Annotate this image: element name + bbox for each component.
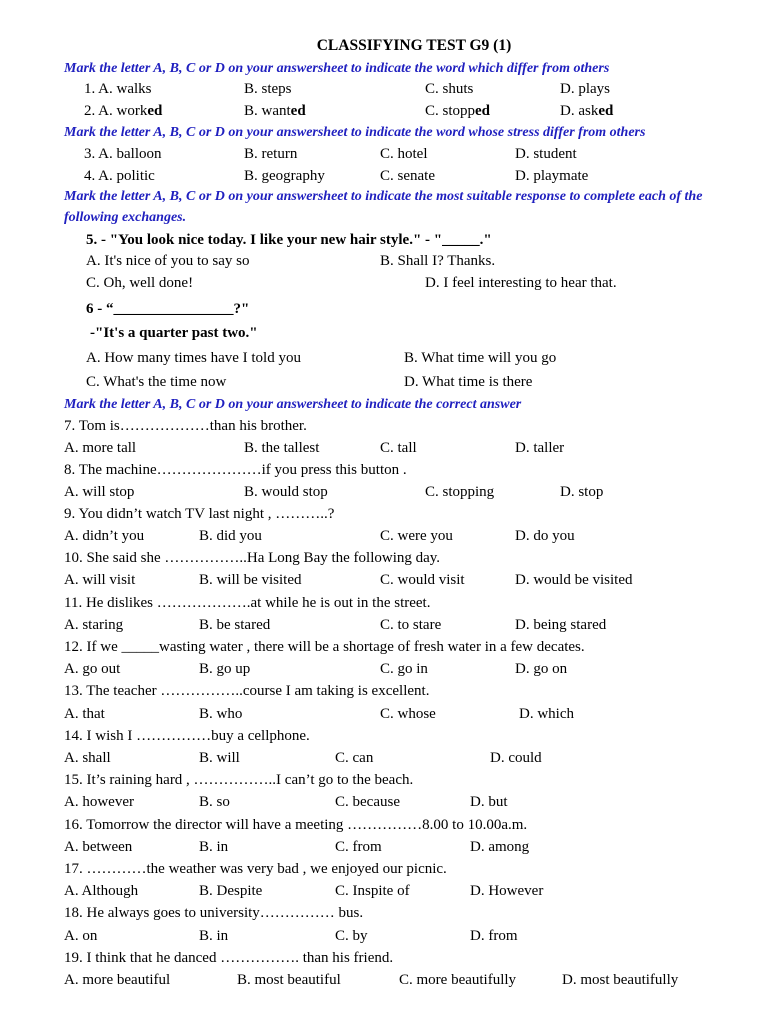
question-2 [64,100,754,122]
q6-options-row2 [64,371,754,393]
q16-option-a: A. between [64,839,133,855]
q4-option-a: 4. A. politic [84,168,155,184]
q2-c-suffix: ed [475,103,491,119]
q14-stem: 14. I wish I ……………buy a cellphone. [64,728,310,744]
q15-option-c: C. because [335,794,400,810]
q9-option-b: B. did you [199,528,262,544]
q11-option-a: A. staring [64,617,124,633]
q12-options [64,658,754,680]
q2-a-suffix: ed [147,103,163,119]
question-1 [64,78,754,100]
q2-b-stem: B. want [244,103,291,119]
q15-stem: 15. It’s raining hard , ……………..I can’t go to the beach. [64,772,414,788]
q8-option-a: A. will stop [64,484,135,500]
q18-option-b: B. in [199,928,229,944]
q10-option-c: C. would visit [380,572,465,588]
q7-option-d: D. taller [515,440,565,456]
instruction-2: Mark the letter A, B, C or D on your answersheet to indicate the word whose stress differ from others [64,125,646,140]
q13-option-a: A. that [64,706,105,722]
q15-option-d: D. but [470,794,508,810]
q19-options [64,969,754,991]
instruction-4: Mark the letter A, B, C or D on your answersheet to indicate the correct answer [64,397,522,412]
q16-option-c: C. from [335,839,382,855]
q5-option-a: A. It's nice of you to say so [86,253,250,269]
q2-d-stem: D. ask [560,103,599,119]
q5-options-row1 [64,250,754,272]
q16-stem: 16. Tomorrow the director will have a meeting ……………8.00 to 10.00a.m. [64,817,528,833]
q3-option-d: D. student [515,146,577,162]
q16-option-d: D. among [470,839,530,855]
q13-option-d: D. which [519,706,574,722]
q15-option-a: A. however [64,794,134,810]
q9-option-c: C. were you [380,528,453,544]
q18-option-a: A. on [64,928,98,944]
q1-option-b: B. steps [244,81,292,97]
q15-options [64,791,754,813]
q12-option-d: D. go on [515,661,568,677]
q14-option-a: A. shall [64,750,111,766]
q11-options [64,614,754,636]
q18-stem: 18. He always goes to university…………… bus. [64,905,364,921]
q19-option-d: D. most beautifully [562,972,679,988]
q14-option-c: C. can [335,750,374,766]
q6-option-d: D. What time is there [404,374,533,390]
q9-stem: 9. You didn’t watch TV last night , ………..? [64,506,335,522]
q11-option-d: D. being stared [515,617,607,633]
q17-stem: 17. …………the weather was very bad , we enjoyed our picnic. [64,861,447,877]
q10-option-b: B. will be visited [199,572,302,588]
q9-option-a: A. didn’t you [64,528,145,544]
q17-option-a: A. Although [64,883,139,899]
q10-option-d: D. would be visited [515,572,633,588]
q2-c-stem: C. stopp [425,103,476,119]
q8-options [64,481,754,503]
q6-option-a: A. How many times have I told you [86,350,301,366]
q19-stem: 19. I think that he danced ……………. than his friend. [64,950,394,966]
q7-options [64,437,754,459]
q10-option-a: A. will visit [64,572,136,588]
q13-options [64,703,754,725]
q17-options [64,880,754,902]
question-3 [64,143,754,165]
q6-option-c: C. What's the time now [86,374,227,390]
q3-option-a: 3. A. balloon [84,146,162,162]
q9-option-d: D. do you [515,528,575,544]
q2-a-stem: 2. A. work [84,103,148,119]
q12-option-b: B. go up [199,661,251,677]
q18-options [64,925,754,947]
question-4 [64,165,754,187]
q4-option-c: C. senate [380,168,435,184]
q15-option-b: B. so [199,794,230,810]
q11-option-c: C. to stare [380,617,442,633]
q1-option-d: D. plays [560,81,610,97]
q8-stem: 8. The machine…………………if you press this button . [64,462,407,478]
instruction-1: Mark the letter A, B, C or D on your answersheet to indicate the word which differ from others [64,61,610,76]
q16-option-b: B. in [199,839,229,855]
q14-option-d: D. could [490,750,542,766]
q5-option-b: B. Shall I? Thanks. [380,253,496,269]
q5-option-d: D. I feel interesting to hear that. [425,275,617,291]
q6-options-row1 [64,347,754,369]
q6-reply: -"It's a quarter past two." [90,325,258,341]
q7-option-a: A. more tall [64,440,137,456]
q13-stem: 13. The teacher ……………..course I am taking is excellent. [64,683,430,699]
q5-option-c: C. Oh, well done! [86,275,194,291]
q5-stem: 5. - "You look nice today. I like your new hair style." - "_____." [86,232,492,248]
q2-option-a [84,100,162,122]
q19-option-a: A. more beautiful [64,972,171,988]
q9-options [64,525,754,547]
q11-stem: 11. He dislikes ……………….at while he is out in the street. [64,595,431,611]
q17-option-c: C. Inspite of [335,883,410,899]
q17-option-d: D. However [470,883,544,899]
page-title: CLASSIFYING TEST G9 (1) [316,37,512,54]
q18-option-c: C. by [335,928,368,944]
q2-option-d [560,100,613,122]
q4-option-d: D. playmate [515,168,589,184]
q7-stem: 7. Tom is………………than his brother. [64,418,307,434]
q12-option-c: C. go in [380,661,428,677]
q2-option-c [425,100,490,122]
q14-option-b: B. will [199,750,240,766]
q3-option-c: C. hotel [380,146,428,162]
q16-options [64,836,754,858]
q8-option-d: D. stop [560,484,604,500]
q6-stem: 6 - “________________?" [86,301,250,317]
q10-options [64,569,754,591]
q11-option-b: B. be stared [199,617,271,633]
q19-option-b: B. most beautiful [237,972,341,988]
q17-option-b: B. Despite [199,883,263,899]
q2-b-suffix: ed [290,103,306,119]
q7-option-c: C. tall [380,440,417,456]
instruction-3: Mark the letter A, B, C or D on your answersheet to indicate the most suitable response to complete each of the following exchanges. [64,189,703,225]
q1-option-a: 1. A. walks [84,81,152,97]
q2-d-suffix: ed [598,103,614,119]
q13-option-b: B. who [199,706,243,722]
q1-option-c: C. shuts [425,81,474,97]
q4-option-b: B. geography [244,168,325,184]
q12-option-a: A. go out [64,661,121,677]
q8-option-c: C. stopping [425,484,495,500]
q2-option-b [244,100,306,122]
q8-option-b: B. would stop [244,484,328,500]
q19-option-c: C. more beautifully [399,972,517,988]
q14-options [64,747,754,769]
q6-option-b: B. What time will you go [404,350,557,366]
q10-stem: 10. She said she ……………..Ha Long Bay the following day. [64,550,441,566]
q18-option-d: D. from [470,928,518,944]
q13-option-c: C. whose [380,706,436,722]
q7-option-b: B. the tallest [244,440,320,456]
q12-stem: 12. If we _____wasting water , there will be a shortage of fresh water in a few decates. [64,639,585,655]
q5-options-row2 [64,272,754,294]
q3-option-b: B. return [244,146,298,162]
